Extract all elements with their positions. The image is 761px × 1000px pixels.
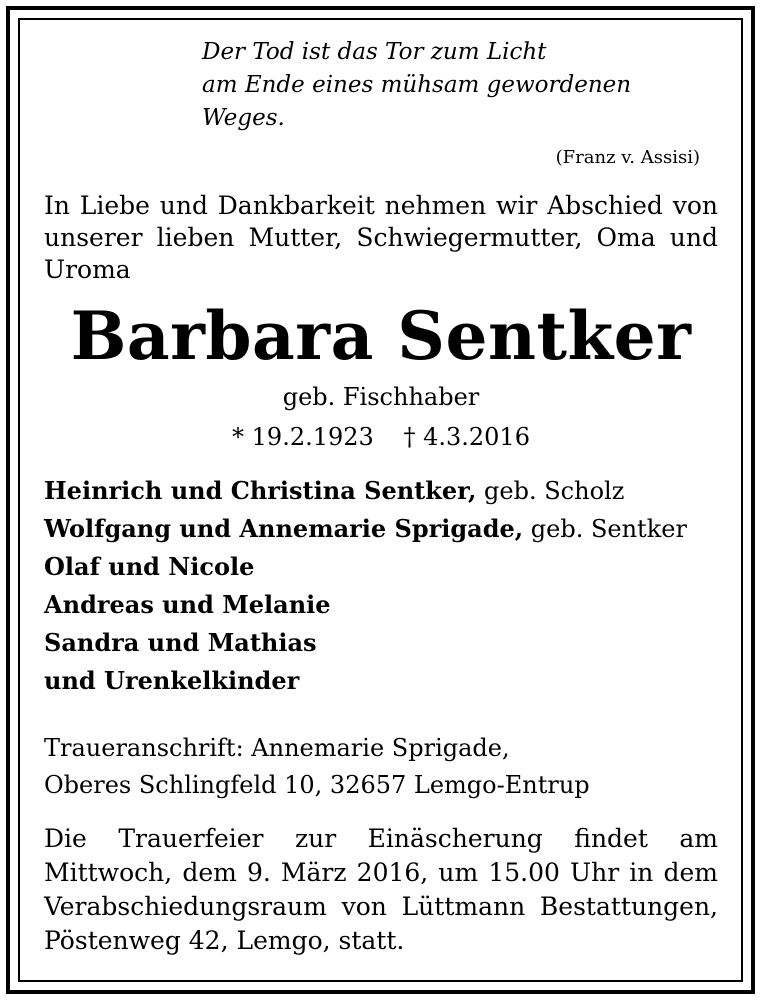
life-dates: [44, 422, 718, 452]
address-line-2: Oberes Schlingfeld 10, 32657 Lemgo-Entrup: [44, 771, 590, 799]
death-date: † 4.3.2016: [403, 423, 530, 451]
quote-source: (Franz v. Assisi): [555, 147, 700, 168]
mourner-names: und Urenkelkinder: [44, 666, 300, 695]
mourner-line: [44, 662, 718, 700]
mourner-names: Andreas und Melanie: [44, 590, 331, 619]
mourners-list: [44, 472, 718, 700]
mourner-line: [44, 586, 718, 624]
mourner-names: Sandra und Mathias: [44, 628, 317, 657]
address-line-1: Traueranschrift: Annemarie Sprigade,: [44, 734, 510, 762]
intro-text: In Liebe und Dankbarkeit nehmen wir Abschied von unserer lieben Mutter, Schwiegermutter, Oma und Uroma: [44, 191, 718, 284]
quote: [44, 36, 718, 135]
deceased-name: Barbara Sentker: [70, 297, 692, 375]
mourner-line: [44, 624, 718, 662]
ceremony-text: Die Trauerfeier zur Einäscherung findet am Mittwoch, dem 9. März 2016, um 15.00 Uhr in dem Verabschiedungsraum von Lüttmann Bestattungen, Pöstenweg 42, Lemgo, statt.: [44, 824, 718, 955]
mourner-names: Wolfgang und Annemarie Sprigade,: [44, 514, 524, 543]
mourning-address: [44, 730, 718, 804]
mourner-names: Olaf und Nicole: [44, 552, 255, 581]
quote-line-2: am Ende eines mühsam gewordenen Weges.: [202, 72, 632, 131]
mourner-line: [44, 510, 718, 548]
mourner-names: Heinrich und Christina Sentker,: [44, 476, 477, 505]
born-name: geb. Fischhaber: [282, 383, 480, 411]
birth-date: * 19.2.1923: [232, 423, 374, 451]
mourner-line: [44, 472, 718, 510]
mourner-note: geb. Sentker: [523, 515, 687, 543]
obituary-notice: [44, 36, 718, 958]
mourner-note: geb. Scholz: [476, 477, 625, 505]
quote-line-1: Der Tod ist das Tor zum Licht: [202, 39, 547, 65]
mourner-line: [44, 548, 718, 586]
